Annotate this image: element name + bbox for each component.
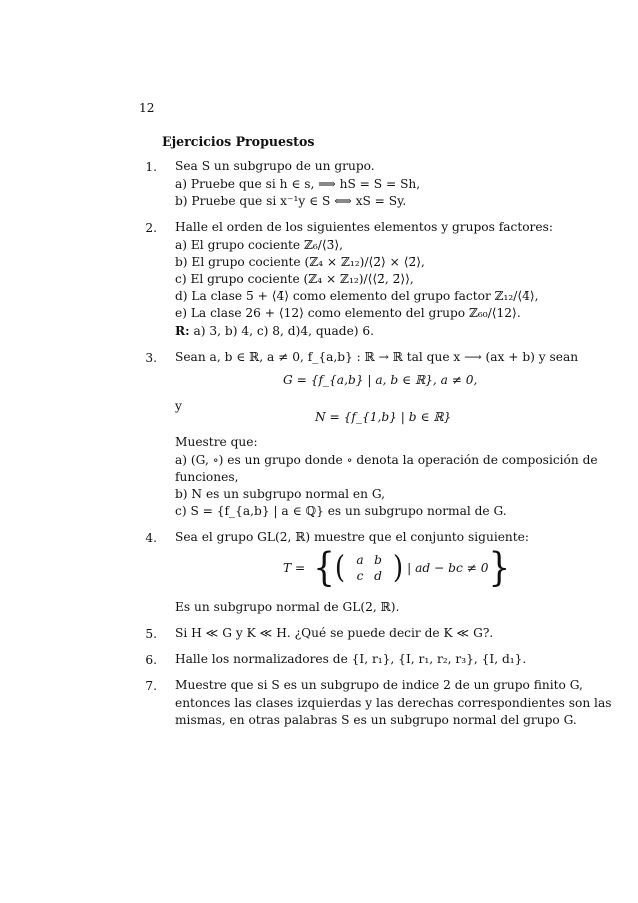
ex2-part-b: b) El grupo cociente (ℤ₄ × ℤ₁₂)/⟨2̄⟩ × ⟨2̄⟩,	[175, 255, 425, 269]
ex4-intro: Sea el grupo GL(2, ℝ) muestre que el conjunto siguiente:	[175, 530, 530, 544]
right-paren: )	[393, 550, 404, 586]
ex2-part-c: c) El grupo cociente (ℤ₄ × ℤ₁₂)/⟨⟨2̄, 2̄⟩⟩,	[175, 272, 414, 286]
ex2-part-d: d) La clase 5̄ + ⟨4̄⟩ como elemento del grupo factor ℤ₁₂/⟨4̄⟩,	[175, 289, 539, 303]
ex4-number: 4.	[145, 531, 157, 545]
ex3-part-a-cont: funciones,	[175, 470, 239, 484]
ex6-text: Halle los normalizadores de {I, r₁}, {I, r₁, r₂, r₃}, {I, d₁}.	[175, 652, 527, 666]
ex7-line3: mismas, en otras palabras S es un subgrupo normal del grupo G.	[175, 713, 577, 727]
ex3-part-a: a) (G, ∘) es un grupo donde ∘ denota la operación de composición de	[175, 453, 598, 467]
ex3-part-b: b) N es un subgrupo normal en G,	[175, 487, 385, 501]
ex1-part-a: a) Pruebe que si h ∈ s, ⟹ hS = S = Sh,	[175, 177, 421, 191]
ex3-intro: Sean a, b ∈ ℝ, a ≠ 0, f_{a,b} : ℝ → ℝ tal que x ⟶ (ax + b) y sean	[175, 350, 579, 364]
ex4-set-definition	[283, 545, 511, 591]
ex1-number: 1.	[145, 160, 157, 174]
page-number: 12	[139, 101, 155, 115]
ex3-number: 3.	[145, 351, 157, 365]
ex3-equation-g: G = {f_{a,b} | a, b ∈ ℝ}, a ≠ 0,	[283, 373, 478, 387]
matrix-a: a	[356, 553, 364, 567]
right-brace: }	[488, 545, 511, 591]
answer-label: R:	[175, 324, 190, 338]
ex3-and: y	[175, 399, 182, 413]
ex3-equation-n: N = {f_{1,b} | b ∈ ℝ}	[315, 410, 452, 424]
ex7-line1: Muestre que si S es un subgrupo de indice 2 de un grupo finito G,	[175, 678, 583, 692]
matrix-c: c	[356, 569, 364, 583]
ex6-number: 6.	[145, 653, 157, 667]
ex2-number: 2.	[145, 221, 157, 235]
section-title: Ejercicios Propuestos	[162, 134, 315, 149]
ex2-part-a: a) El grupo cociente ℤ₆/⟨3̄⟩,	[175, 238, 344, 252]
set-lhs: T =	[283, 561, 306, 575]
ex7-line2: entonces las clases izquierdas y las derechas correspondientes son las	[175, 696, 612, 710]
left-paren: (	[334, 550, 346, 586]
ex2-answer	[175, 325, 374, 337]
ex7-number: 7.	[145, 679, 157, 693]
ex2-part-e: e) La clase 26 + ⟨12⟩ como elemento del grupo ℤ₆₀/⟨12⟩.	[175, 306, 521, 320]
matrix-b: b	[374, 553, 382, 567]
ex5-number: 5.	[145, 627, 157, 641]
matrix-d: d	[374, 569, 382, 583]
ex2-intro: Halle el orden de los siguientes elementos y grupos factores:	[175, 220, 553, 234]
left-brace: {	[313, 545, 335, 591]
set-condition: | ad − bc ≠ 0	[407, 561, 489, 575]
ex5-text: Si H ≪ G y K ≪ H. ¿Qué se puede decir de K ≪ G?.	[175, 626, 494, 640]
ex1-intro: Sea S un subgrupo de un grupo.	[175, 159, 375, 173]
matrix	[351, 552, 387, 584]
ex4-outro: Es un subgrupo normal de GL(2, ℝ).	[175, 600, 400, 614]
ex3-muestre: Muestre que:	[175, 435, 258, 449]
ex3-part-c: c) S = {f_{a,b} | a ∈ ℚ} es un subgrupo normal de G.	[175, 504, 507, 518]
answer-text: a) 3, b) 4, c) 8, d)4, quade) 6.	[189, 324, 375, 338]
ex1-part-b: b) Pruebe que si x⁻¹y ∈ S ⟺ xS = Sy.	[175, 194, 407, 208]
